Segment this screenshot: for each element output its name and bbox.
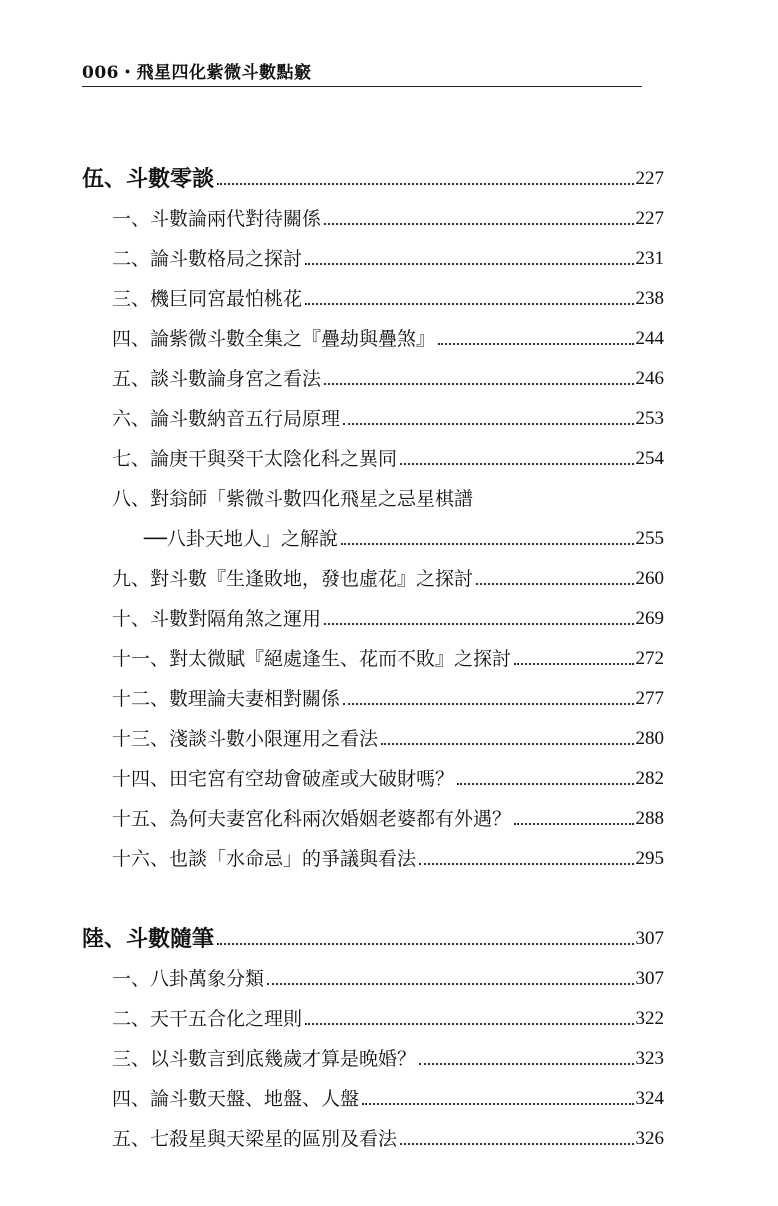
section-spacer <box>82 870 664 908</box>
page-number: 227 <box>635 208 664 229</box>
page-number: 253 <box>635 408 664 429</box>
running-header <box>82 58 312 83</box>
dot-leader <box>381 743 633 745</box>
page-number: 244 <box>635 328 664 349</box>
chapter-title: 陸、斗數隨筆 <box>82 926 215 952</box>
toc-entry[interactable] <box>82 950 664 990</box>
chapter-5-entry[interactable] <box>82 148 664 190</box>
toc-entry[interactable] <box>82 1030 664 1070</box>
header-book-title: 飛星四化紫微斗數點竅 <box>136 63 312 83</box>
header-page-number: 006 <box>82 63 119 83</box>
entry-title: 四、論紫微斗數全集之『疊劫與疊煞』 <box>112 328 436 350</box>
page-number: 322 <box>635 1008 664 1029</box>
toc-entry[interactable] <box>82 310 664 350</box>
entry-title: 五、七殺星與天梁星的區別及看法 <box>112 1128 398 1150</box>
toc-entry[interactable] <box>82 350 664 390</box>
toc-entry-continuation[interactable] <box>82 510 664 550</box>
toc-entry[interactable] <box>82 390 664 430</box>
dot-leader <box>438 343 633 345</box>
page-number: 307 <box>635 928 664 949</box>
page-number: 307 <box>635 968 664 989</box>
toc-entry[interactable] <box>82 670 664 710</box>
dot-leader <box>267 983 633 985</box>
entry-title: 九、對斗數『生逢敗地，發也虛花』之探討 <box>112 568 474 590</box>
dot-leader <box>324 383 633 385</box>
entry-title: 十、斗數對隔角煞之運用 <box>112 608 322 630</box>
page-number: 324 <box>635 1088 664 1109</box>
entry-title: 十一、對太微賦『絕處逢生、花而不敗』之探討 <box>112 648 512 670</box>
dot-leader <box>419 863 633 865</box>
header-rule <box>82 86 642 87</box>
entry-title: 三、機巨同宮最怕桃花 <box>112 288 303 310</box>
entry-title: 一、八卦萬象分類 <box>112 968 265 990</box>
toc-entry[interactable] <box>82 470 664 510</box>
entry-title: 十六、也談「水命忌」的爭議與看法 <box>112 848 417 870</box>
page-number: 246 <box>635 368 664 389</box>
table-of-contents <box>82 148 664 1150</box>
toc-entry[interactable] <box>82 790 664 830</box>
toc-entry[interactable] <box>82 1070 664 1110</box>
dot-leader <box>457 783 633 785</box>
dot-leader <box>341 543 634 545</box>
chapter-title: 伍、斗數零談 <box>82 166 215 192</box>
page-number: 254 <box>635 448 664 469</box>
page-number: 231 <box>635 248 664 269</box>
header-separator: ・ <box>119 63 137 83</box>
page-number: 272 <box>635 648 664 669</box>
page-number: 227 <box>635 168 664 189</box>
toc-entry[interactable] <box>82 230 664 270</box>
entry-title: 六、論斗數納音五行局原理 <box>112 408 341 430</box>
dot-leader <box>362 1103 633 1105</box>
entry-title: 十三、淺談斗數小限運用之看法 <box>112 728 379 750</box>
entry-title: 十四、田宅宮有空劫會破產或大破財嗎？ <box>112 768 455 790</box>
toc-entry[interactable] <box>82 190 664 230</box>
entry-title: 二、論斗數格局之探討 <box>112 248 303 270</box>
toc-entry[interactable] <box>82 990 664 1030</box>
dot-leader <box>514 663 633 665</box>
dot-leader <box>305 303 633 305</box>
dot-leader <box>514 823 633 825</box>
page-number: 280 <box>635 728 664 749</box>
entry-title: 一、斗數論兩代對待關係 <box>112 208 322 230</box>
page-number: 277 <box>635 688 664 709</box>
toc-entry[interactable] <box>82 430 664 470</box>
entry-title: 七、論庚干與癸干太陰化科之異同 <box>112 448 398 470</box>
dot-leader <box>343 703 633 705</box>
page-number: 238 <box>635 288 664 309</box>
entry-title: 十二、數理論夫妻相對關係 <box>112 688 341 710</box>
entry-title: 三、以斗數言到底幾歲才算是晚婚？ <box>112 1048 417 1070</box>
dot-leader <box>343 423 633 425</box>
page-number: 260 <box>635 568 664 589</box>
page-number: 288 <box>635 808 664 829</box>
page-number: 323 <box>635 1048 664 1069</box>
dot-leader <box>217 183 633 185</box>
page-number: 295 <box>635 848 664 869</box>
toc-entry[interactable] <box>82 630 664 670</box>
dot-leader <box>217 943 633 945</box>
toc-entry[interactable] <box>82 830 664 870</box>
dot-leader <box>324 223 633 225</box>
page-number: 269 <box>635 608 664 629</box>
page-number: 282 <box>635 768 664 789</box>
entry-title: 二、天干五合化之理則 <box>112 1008 303 1030</box>
chapter-6-entry[interactable] <box>82 908 664 950</box>
dot-leader <box>324 623 633 625</box>
dot-leader <box>305 1023 633 1025</box>
entry-title: ──八卦天地人」之解說 <box>144 528 338 550</box>
toc-entry[interactable] <box>82 590 664 630</box>
entry-title: 五、談斗數論身宮之看法 <box>112 368 322 390</box>
dot-leader <box>305 263 633 265</box>
page-number: 326 <box>635 1128 664 1149</box>
dot-leader <box>400 1143 633 1145</box>
entry-title: 十五、為何夫妻宮化科兩次婚姻老婆都有外遇？ <box>112 808 512 830</box>
entry-title: 八、對翁師「紫微斗數四化飛星之忌星棋譜 <box>112 488 474 510</box>
toc-entry[interactable] <box>82 750 664 790</box>
toc-entry[interactable] <box>82 270 664 310</box>
toc-entry[interactable] <box>82 1110 664 1150</box>
dot-leader <box>419 1063 633 1065</box>
dot-leader <box>476 583 633 585</box>
toc-entry[interactable] <box>82 550 664 590</box>
toc-entry[interactable] <box>82 710 664 750</box>
page-number: 255 <box>635 528 664 549</box>
entry-title: 四、論斗數天盤、地盤、人盤 <box>112 1088 360 1110</box>
dot-leader <box>400 463 633 465</box>
